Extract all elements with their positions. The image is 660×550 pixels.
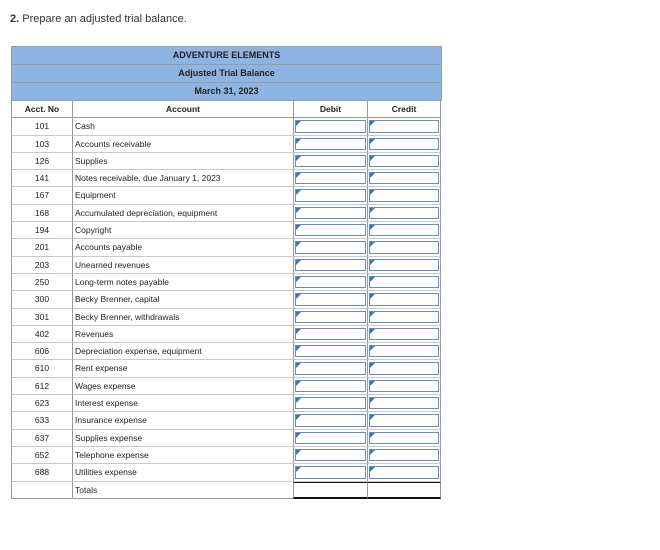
table-row <box>11 309 442 326</box>
credit-cell <box>367 205 441 222</box>
account-name-cell: Depreciation expense, equipment <box>72 343 293 360</box>
debit-input[interactable] <box>295 138 366 150</box>
debit-input[interactable] <box>295 155 366 167</box>
debit-cell <box>293 447 367 464</box>
acct-no-cell: 167 <box>11 187 72 204</box>
credit-cell <box>367 447 441 464</box>
debit-input[interactable] <box>295 328 366 340</box>
credit-cell <box>367 464 441 481</box>
acct-no-cell: 101 <box>11 118 72 135</box>
table-row <box>11 257 442 274</box>
debit-cell <box>293 395 367 412</box>
debit-input[interactable] <box>295 224 366 236</box>
debit-cell <box>293 378 367 395</box>
table-row <box>11 170 442 187</box>
credit-input[interactable] <box>369 328 439 340</box>
debit-cell <box>293 136 367 153</box>
account-name-cell: Becky Brenner, capital <box>72 291 293 308</box>
account-name-cell: Accounts receivable <box>72 136 293 153</box>
credit-cell <box>367 136 441 153</box>
totals-debit-field[interactable] <box>293 482 367 499</box>
credit-input[interactable] <box>369 172 439 184</box>
table-row <box>11 447 442 464</box>
account-name-cell: Supplies expense <box>72 430 293 447</box>
acct-no-cell: 610 <box>11 360 72 377</box>
debit-cell <box>293 274 367 291</box>
account-name-cell: Wages expense <box>72 378 293 395</box>
credit-cell <box>367 412 441 429</box>
debit-cell <box>293 187 367 204</box>
col-debit: Debit <box>293 101 367 118</box>
acct-no-cell: 612 <box>11 378 72 395</box>
credit-input[interactable] <box>369 449 439 461</box>
credit-cell <box>367 430 441 447</box>
credit-input[interactable] <box>369 276 439 288</box>
debit-input[interactable] <box>295 241 366 253</box>
totals-row <box>11 482 442 499</box>
acct-no-cell: 250 <box>11 274 72 291</box>
debit-input[interactable] <box>295 466 366 478</box>
account-name-cell: Utilities expense <box>72 464 293 481</box>
credit-input[interactable] <box>369 345 439 357</box>
table-row <box>11 326 442 343</box>
credit-cell <box>367 360 441 377</box>
table-row <box>11 205 442 222</box>
credit-input[interactable] <box>369 311 439 323</box>
debit-input[interactable] <box>295 311 366 323</box>
credit-cell <box>367 378 441 395</box>
question-number: 2. <box>10 13 20 25</box>
credit-input[interactable] <box>369 432 439 444</box>
trial-balance-table <box>11 46 442 499</box>
acct-no-cell: 203 <box>11 257 72 274</box>
table-row <box>11 239 442 256</box>
question-text: Prepare an adjusted trial balance. <box>22 13 187 25</box>
table-row <box>11 378 442 395</box>
col-account: Account <box>72 101 293 118</box>
table-row <box>11 222 442 239</box>
table-row <box>11 118 442 135</box>
acct-no-cell: 168 <box>11 205 72 222</box>
totals-acct-no <box>11 482 72 499</box>
debit-cell <box>293 412 367 429</box>
credit-cell <box>367 153 441 170</box>
debit-cell <box>293 326 367 343</box>
credit-cell <box>367 343 441 360</box>
account-name-cell: Rent expense <box>72 360 293 377</box>
acct-no-cell: 300 <box>11 291 72 308</box>
credit-input[interactable] <box>369 259 439 271</box>
acct-no-cell: 623 <box>11 395 72 412</box>
debit-input[interactable] <box>295 414 366 426</box>
company-name: ADVENTURE ELEMENTS <box>11 46 442 64</box>
credit-cell <box>367 239 441 256</box>
credit-input[interactable] <box>369 414 439 426</box>
totals-credit-field[interactable] <box>367 482 441 499</box>
acct-no-cell: 141 <box>11 170 72 187</box>
credit-cell <box>367 291 441 308</box>
acct-no-cell: 652 <box>11 447 72 464</box>
account-name-cell: Copyright <box>72 222 293 239</box>
debit-input[interactable] <box>295 380 366 392</box>
credit-input[interactable] <box>369 241 439 253</box>
debit-cell <box>293 239 367 256</box>
debit-input[interactable] <box>295 120 366 132</box>
debit-input[interactable] <box>295 276 366 288</box>
debit-input[interactable] <box>295 293 366 305</box>
credit-cell <box>367 309 441 326</box>
account-name-cell: Becky Brenner, withdrawals <box>72 309 293 326</box>
account-name-cell: Interest expense <box>72 395 293 412</box>
debit-cell <box>293 222 367 239</box>
table-row <box>11 360 442 377</box>
credit-cell <box>367 326 441 343</box>
credit-input[interactable] <box>369 189 439 201</box>
debit-cell <box>293 309 367 326</box>
account-name-cell: Accounts payable <box>72 239 293 256</box>
debit-input[interactable] <box>295 189 366 201</box>
column-header-row <box>11 101 442 118</box>
credit-input[interactable] <box>369 293 439 305</box>
table-row <box>11 187 442 204</box>
acct-no-cell: 126 <box>11 153 72 170</box>
account-name-cell: Cash <box>72 118 293 135</box>
account-name-cell: Revenues <box>72 326 293 343</box>
table-row <box>11 395 442 412</box>
debit-input[interactable] <box>295 207 366 219</box>
debit-cell <box>293 291 367 308</box>
table-row <box>11 464 442 481</box>
debit-input[interactable] <box>295 432 366 444</box>
debit-input[interactable] <box>295 172 366 184</box>
account-name-cell: Accumulated depreciation, equipment <box>72 205 293 222</box>
debit-cell <box>293 205 367 222</box>
debit-cell <box>293 360 367 377</box>
table-row <box>11 343 442 360</box>
table-row <box>11 136 442 153</box>
acct-no-cell: 606 <box>11 343 72 360</box>
acct-no-cell: 637 <box>11 430 72 447</box>
table-row <box>11 430 442 447</box>
debit-input[interactable] <box>295 397 366 409</box>
debit-input[interactable] <box>295 449 366 461</box>
debit-cell <box>293 343 367 360</box>
credit-input[interactable] <box>369 362 439 374</box>
debit-input[interactable] <box>295 259 366 271</box>
statement-date: March 31, 2023 <box>11 82 442 101</box>
acct-no-cell: 103 <box>11 136 72 153</box>
debit-cell <box>293 118 367 135</box>
credit-input[interactable] <box>369 138 439 150</box>
account-name-cell: Equipment <box>72 187 293 204</box>
account-name-cell: Insurance expense <box>72 412 293 429</box>
credit-cell <box>367 257 441 274</box>
question-prompt <box>10 13 187 25</box>
table-row <box>11 412 442 429</box>
credit-cell <box>367 222 441 239</box>
credit-input[interactable] <box>369 466 439 478</box>
col-credit: Credit <box>367 101 441 118</box>
account-name-cell: Long-term notes payable <box>72 274 293 291</box>
account-name-cell: Unearned revenues <box>72 257 293 274</box>
acct-no-cell: 633 <box>11 412 72 429</box>
statement-title: Adjusted Trial Balance <box>11 64 442 82</box>
debit-cell <box>293 170 367 187</box>
credit-cell <box>367 274 441 291</box>
credit-cell <box>367 187 441 204</box>
acct-no-cell: 201 <box>11 239 72 256</box>
credit-input[interactable] <box>369 397 439 409</box>
credit-cell <box>367 395 441 412</box>
credit-input[interactable] <box>369 207 439 219</box>
account-name-cell: Supplies <box>72 153 293 170</box>
acct-no-cell: 402 <box>11 326 72 343</box>
acct-no-cell: 194 <box>11 222 72 239</box>
debit-cell <box>293 153 367 170</box>
totals-label: Totals <box>72 482 293 499</box>
credit-input[interactable] <box>369 120 439 132</box>
debit-cell <box>293 257 367 274</box>
table-row <box>11 153 442 170</box>
credit-input[interactable] <box>369 155 439 167</box>
account-name-cell: Notes receivable, due January 1, 2023 <box>72 170 293 187</box>
acct-no-cell: 301 <box>11 309 72 326</box>
credit-input[interactable] <box>369 224 439 236</box>
account-rows <box>11 118 442 481</box>
debit-cell <box>293 464 367 481</box>
credit-cell <box>367 170 441 187</box>
debit-cell <box>293 430 367 447</box>
col-acct-no: Acct. No <box>11 101 72 118</box>
credit-cell <box>367 118 441 135</box>
acct-no-cell: 688 <box>11 464 72 481</box>
account-name-cell: Telephone expense <box>72 447 293 464</box>
debit-input[interactable] <box>295 345 366 357</box>
table-row <box>11 274 442 291</box>
table-row <box>11 291 442 308</box>
credit-input[interactable] <box>369 380 439 392</box>
debit-input[interactable] <box>295 362 366 374</box>
